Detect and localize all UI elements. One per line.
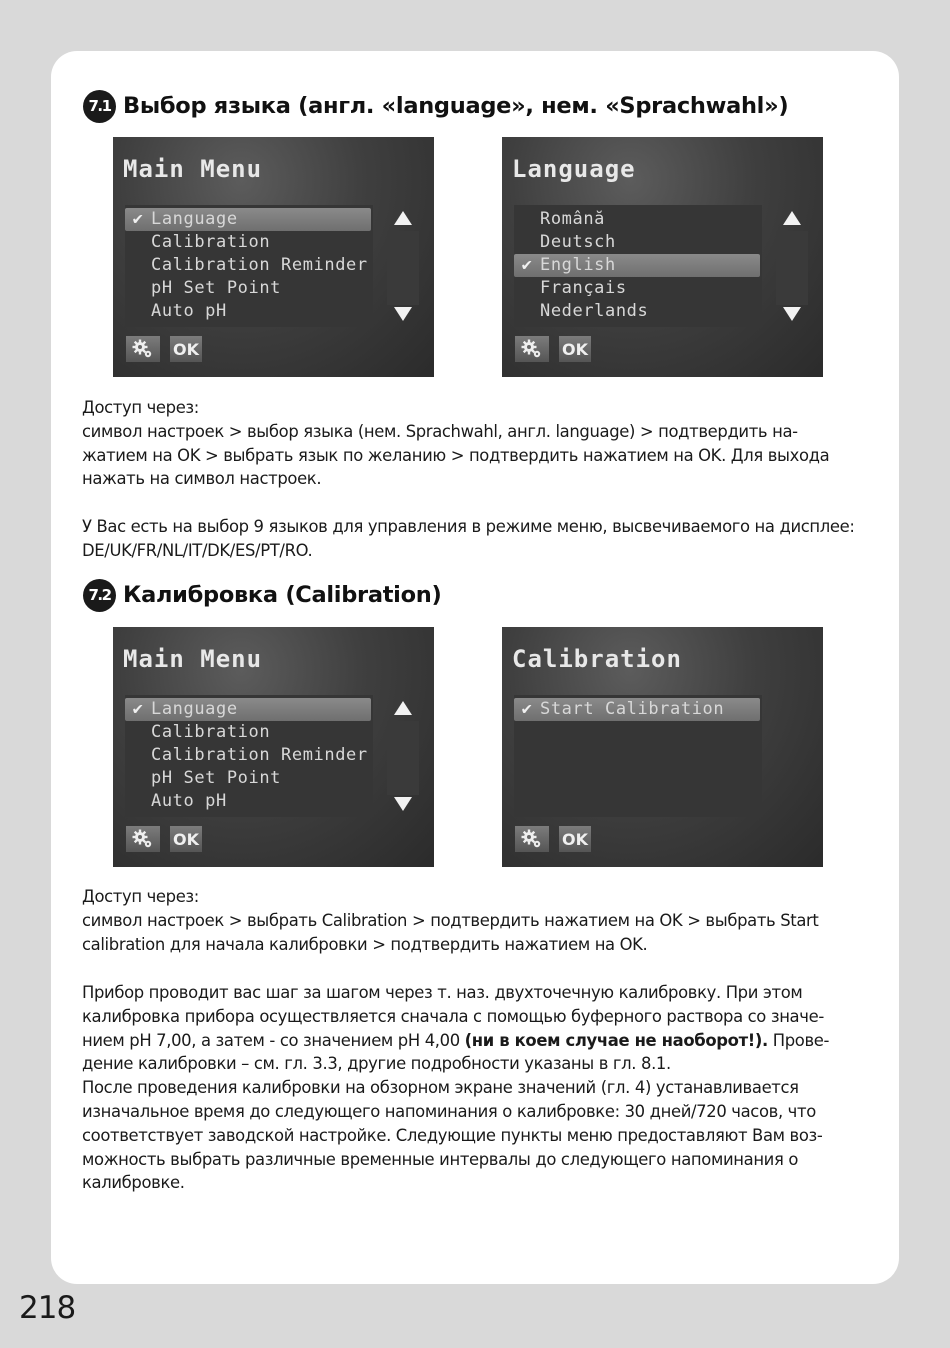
gears-icon [521,829,543,849]
language-item-deutsch[interactable]: Deutsch [540,232,616,252]
section-number-badge: 7.1 [83,90,116,123]
menu-item-calibration-reminder[interactable]: Calibration Reminder [151,745,368,765]
ok-button[interactable]: OK [559,826,591,852]
section-heading-language [83,89,788,123]
language-item-nederlands[interactable]: Nederlands [540,301,649,321]
paragraph-access-calibration: Доступ через: символ настроек > выбрать Calibration > подтвердить нажатием на OK > выбрать Start calibration для начала калибровки > подтвердить нажатием на OK. [82,887,819,954]
ok-button[interactable]: OK [170,336,202,362]
settings-button[interactable] [126,826,160,852]
triangle-up-icon [394,211,412,225]
display-screen-main-menu [113,137,434,377]
ok-button[interactable]: OK [559,336,591,362]
menu-item-language[interactable]: ✔ Language [125,698,371,721]
menu-item-ph-set-point[interactable]: pH Set Point [151,278,282,298]
scroll-down-button[interactable] [776,301,808,327]
section-heading-calibration [83,578,441,612]
screen-title: Main Menu [123,155,263,183]
gears-icon [132,829,154,849]
section-title: Калибровка (Calibration) [123,582,442,608]
menu-list [125,695,373,817]
scroll-up-button[interactable] [387,205,419,231]
scroll-up-button[interactable] [387,695,419,721]
display-screen-calibration [502,627,823,867]
menu-item-language[interactable]: ✔ Language [125,208,371,231]
check-icon: ✔ [521,699,533,719]
gears-icon [132,339,154,359]
language-item-english[interactable]: ✔ English [514,254,760,277]
language-list [514,205,762,327]
settings-button[interactable] [515,336,549,362]
settings-button[interactable] [515,826,549,852]
menu-item-calibration-reminder[interactable]: Calibration Reminder [151,255,368,275]
triangle-up-icon [783,211,801,225]
paragraph-available-languages: У Вас есть на выбор 9 языков для управления в режиме меню, высвечиваемого на дисплее: DE/UK/FR/NL/IT/DK/ES/PT/RO. [82,517,855,560]
check-icon: ✔ [132,699,144,719]
triangle-down-icon [394,307,412,321]
display-screen-main-menu [113,627,434,867]
scroll-down-button[interactable] [387,301,419,327]
calibration-list [514,695,762,817]
menu-item-start-calibration[interactable]: ✔ Start Calibration [514,698,760,721]
triangle-down-icon [394,797,412,811]
menu-item-calibration[interactable]: Calibration [151,232,271,252]
screen-title: Main Menu [123,645,263,673]
gears-icon [521,339,543,359]
menu-list [125,205,373,327]
section-number-badge: 7.2 [83,579,116,612]
screen-title: Language [512,155,636,183]
scrollbar-track [776,231,808,305]
display-screen-language [502,137,823,377]
language-item-francais[interactable]: Français [540,278,627,298]
triangle-down-icon [783,307,801,321]
scroll-up-button[interactable] [776,205,808,231]
menu-item-auto-ph[interactable]: Auto pH [151,301,227,321]
paragraph-access-language: Доступ через: символ настроек > выбор языка (нем. Sprachwahl, англ. language) > подтвердить на- жатием на OK > выбрать язык по желанию > подтвердить нажатием на OK. Для выхода нажать на символ настроек. [82,398,830,489]
menu-item-ph-set-point[interactable]: pH Set Point [151,768,282,788]
check-icon: ✔ [521,255,533,275]
check-icon: ✔ [132,209,144,229]
menu-item-auto-ph[interactable]: Auto pH [151,791,227,811]
menu-item-calibration[interactable]: Calibration [151,722,271,742]
ok-button[interactable]: OK [170,826,202,852]
paragraph-calibration-details: Прибор проводит вас шаг за шагом через т. наз. двухточечную калибровку. При этом калибровка прибора осуществляется сначала с помощью буферного раствора со значе- нием pH 7,00, а затем - со значением pH 4,00 (ни в коем случае не наоборот!). Прове- дение калибровки – см. гл. 3.3, другие подробности указаны в гл. 8.1. После проведения калибровки на обзорном экране значений (гл. 4) устанавливается изначальное время до следующего напоминания о калибровке: 30 дней/720 часов, что соответствует заводской настройке. Следующие пункты меню предоставляют Вам воз- можность выбрать различные временные интервалы до следующего напоминания о калибровке. [82,983,830,1193]
settings-button[interactable] [126,336,160,362]
page-number: 218 [19,1290,76,1326]
scrollbar-track [387,231,419,305]
language-item-romana[interactable]: Română [540,209,606,229]
emphasis-warning: (ни в коем случае не наоборот!). [464,1030,768,1050]
triangle-up-icon [394,701,412,715]
screen-title: Calibration [512,645,682,673]
scrollbar-track [387,721,419,795]
section-title: Выбор языка (англ. «language», нем. «Sprachwahl») [123,93,789,119]
scroll-down-button[interactable] [387,791,419,817]
